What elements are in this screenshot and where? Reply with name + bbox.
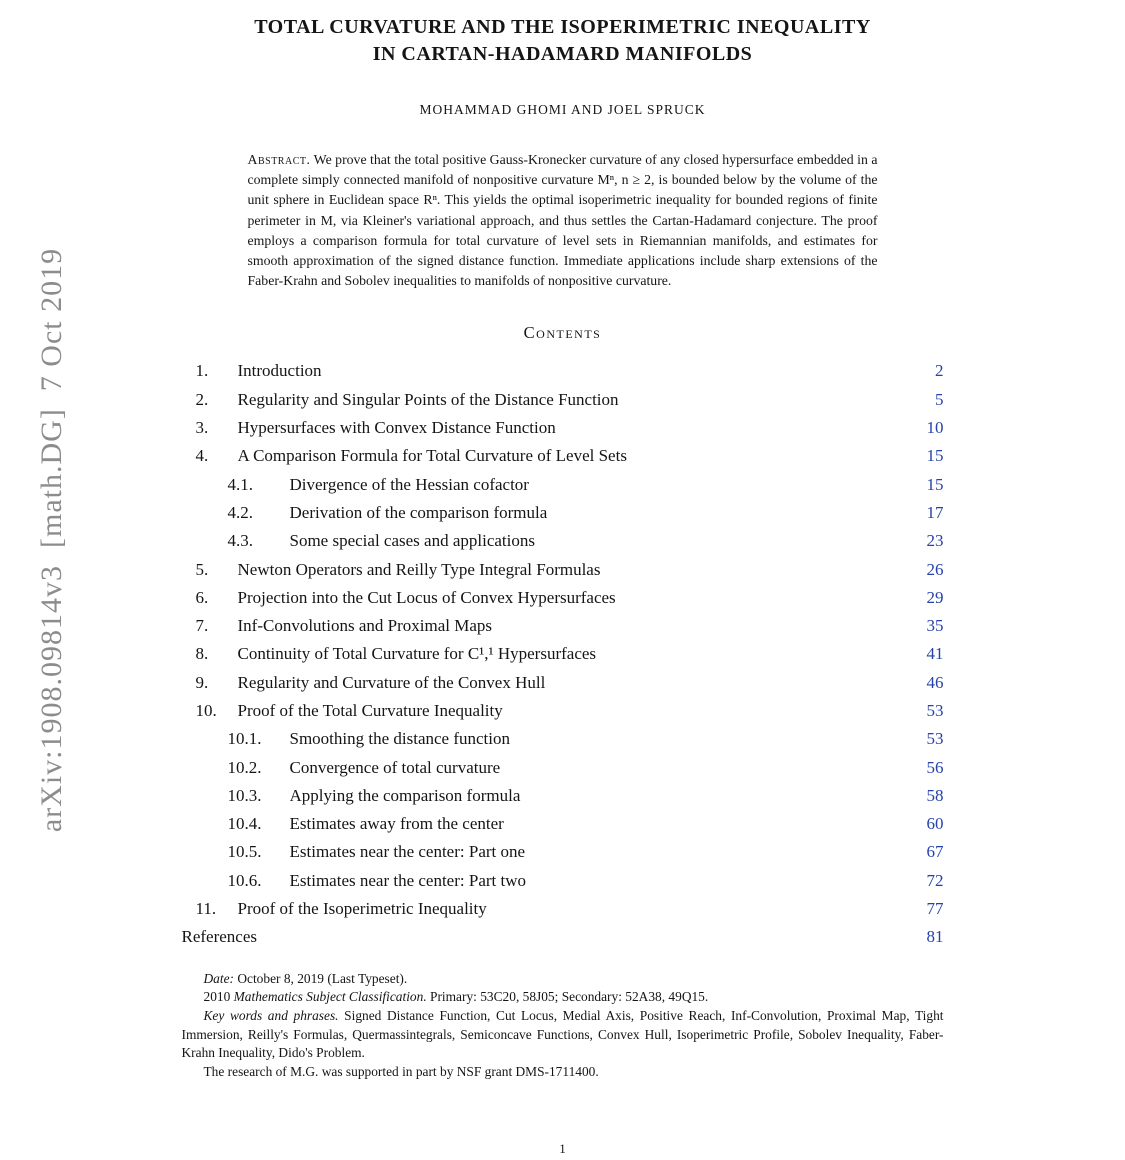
toc-row xyxy=(182,782,944,810)
toc-number: 4.1. xyxy=(227,474,253,494)
toc-number: 4. xyxy=(195,446,209,466)
footnote-date xyxy=(182,970,944,989)
toc-page-link[interactable]: 23 xyxy=(926,531,944,551)
toc-page-link[interactable]: 77 xyxy=(926,899,944,919)
toc-title: Proof of the Isoperimetric Inequality xyxy=(237,899,487,919)
toc-row xyxy=(182,357,944,385)
footnote-support: The research of M.G. was supported in part by NSF grant DMS-1711400. xyxy=(203,1064,599,1080)
toc-title: Some special cases and applications xyxy=(289,531,535,551)
toc-row xyxy=(182,556,944,584)
toc-number: 6. xyxy=(195,587,209,607)
authors: MOHAMMAD GHOMI AND JOEL SPRUCK xyxy=(419,102,706,117)
toc-number: 9. xyxy=(195,672,209,692)
toc-title: Convergence of total curvature xyxy=(289,757,501,777)
toc-title: Projection into the Cut Locus of Convex Hypersurfaces xyxy=(237,587,616,607)
abstract xyxy=(248,150,878,291)
toc-title: Estimates away from the center xyxy=(289,814,504,834)
toc-row xyxy=(182,895,944,923)
toc-row xyxy=(182,754,944,782)
date-label: Date: xyxy=(203,970,234,986)
toc-row xyxy=(182,640,944,668)
paper-title xyxy=(182,14,944,68)
keywords-label: Key words and phrases. xyxy=(203,1008,339,1024)
toc-number: 10. xyxy=(195,700,217,720)
keywords-text: Signed Distance Function, Cut Locus, Medial Axis, Positive Reach, Inf-Convolution, Proximal Map, Tight Immersion, Reilly's Formulas, Quermassintegrals, Semiconcave Functions, Convex Hull, Isoperimetric Profile, Sobolev Inequality, Faber-Krahn Inequality, Dido's Problem. xyxy=(181,1008,944,1061)
toc-title: Introduction xyxy=(237,361,322,381)
toc-page-link[interactable]: 53 xyxy=(926,729,944,749)
toc-row xyxy=(182,810,944,838)
toc-title: Proof of the Total Curvature Inequality xyxy=(237,700,503,720)
toc-title: Estimates near the center: Part two xyxy=(289,870,526,890)
toc-page-link[interactable]: 72 xyxy=(926,870,944,890)
toc-page-link[interactable]: 56 xyxy=(926,757,944,777)
toc-page-link[interactable]: 5 xyxy=(935,389,944,409)
toc-page-link[interactable]: 58 xyxy=(926,785,944,805)
toc-title: Derivation of the comparison formula xyxy=(289,502,548,522)
footnote-keywords xyxy=(182,1007,944,1063)
toc-title: Hypersurfaces with Convex Distance Function xyxy=(237,418,556,438)
toc-page-link[interactable]: 46 xyxy=(926,672,944,692)
toc-row xyxy=(182,414,944,442)
toc-title: Divergence of the Hessian cofactor xyxy=(289,474,529,494)
toc-title: References xyxy=(181,927,258,947)
toc-number: 10.1. xyxy=(227,729,262,749)
toc-page-link[interactable]: 53 xyxy=(926,700,944,720)
toc-page-link[interactable]: 26 xyxy=(926,559,944,579)
toc-row xyxy=(182,471,944,499)
toc-title: Applying the comparison formula xyxy=(289,785,521,805)
abstract-text: We prove that the total positive Gauss-Kronecker curvature of any closed hypersurface embedded in a complete simply connected manifold of nonpositive curvature Mⁿ, n ≥ 2, is bounded below by the volume of the unit sphere in Euclidean space Rⁿ. This yields the optimal isoperimetric inequality for bounded regions of finite perimeter in M, via Kleiner's variational approach, and thus settles the Cartan-Hadamard conjecture. The proof employs a comparison formula for total curvature of level sets in Riemannian manifolds, and estimates for smooth approximation of the signed distance function. Immediate applications include sharp extensions of the Faber-Krahn and Sobolev inequalities to manifolds of nonpositive curvature. xyxy=(247,152,878,289)
toc xyxy=(182,357,944,951)
toc-title: Regularity and Singular Points of the Distance Function xyxy=(237,389,619,409)
toc-title: Smoothing the distance function xyxy=(289,729,510,749)
toc-number: 8. xyxy=(195,644,209,664)
toc-row xyxy=(182,838,944,866)
msc-prefix: 2010 xyxy=(203,989,234,1005)
toc-row xyxy=(182,867,944,895)
toc-page-link[interactable]: 10 xyxy=(926,418,944,438)
toc-row xyxy=(182,923,944,951)
toc-row xyxy=(182,584,944,612)
page-number: 1 xyxy=(559,1141,566,1156)
toc-number: 2. xyxy=(195,389,209,409)
toc-number: 10.5. xyxy=(227,842,262,862)
toc-number: 3. xyxy=(195,418,209,438)
toc-row xyxy=(182,527,944,555)
toc-title: Regularity and Curvature of the Convex Hull xyxy=(237,672,546,692)
toc-page-link[interactable]: 15 xyxy=(926,474,944,494)
toc-number: 5. xyxy=(195,559,209,579)
toc-page-link[interactable]: 2 xyxy=(935,361,944,381)
toc-row xyxy=(182,442,944,470)
paper-title-line1: TOTAL CURVATURE AND THE ISOPERIMETRIC INEQUALITY xyxy=(254,16,871,38)
toc-number: 10.2. xyxy=(227,757,262,777)
footnote-msc xyxy=(182,988,944,1007)
content-column xyxy=(182,0,944,1082)
toc-row xyxy=(182,386,944,414)
toc-number: 7. xyxy=(195,616,209,636)
msc-text: Primary: 53C20, 58J05; Secondary: 52A38, 49Q15. xyxy=(426,989,709,1005)
toc-title: Continuity of Total Curvature for C¹,¹ Hypersurfaces xyxy=(237,644,597,664)
toc-number: 4.3. xyxy=(227,531,253,551)
toc-row xyxy=(182,499,944,527)
toc-row xyxy=(182,725,944,753)
toc-page-link[interactable]: 15 xyxy=(926,446,944,466)
paper-title-line2: IN CARTAN-HADAMARD MANIFOLDS xyxy=(372,43,753,65)
msc-label: Mathematics Subject Classification. xyxy=(233,989,427,1005)
toc-number: 10.6. xyxy=(227,870,262,890)
toc-title: Inf-Convolutions and Proximal Maps xyxy=(237,616,493,636)
toc-number: 1. xyxy=(195,361,209,381)
toc-row xyxy=(182,697,944,725)
arxiv-watermark: arXiv:1908.09814v3 [math.DG] 7 Oct 2019 xyxy=(35,247,68,833)
toc-title: Newton Operators and Reilly Type Integral Formulas xyxy=(237,559,601,579)
toc-number: 11. xyxy=(195,899,217,919)
toc-page-link[interactable]: 67 xyxy=(926,842,944,862)
toc-page-link[interactable]: 60 xyxy=(926,814,944,834)
toc-number: 10.4. xyxy=(227,814,262,834)
date-text: October 8, 2019 (Last Typeset). xyxy=(234,970,408,986)
toc-row xyxy=(182,669,944,697)
toc-page-link[interactable]: 17 xyxy=(926,502,944,522)
toc-number: 10.3. xyxy=(227,785,262,805)
toc-page-link[interactable]: 81 xyxy=(926,927,944,947)
toc-row xyxy=(182,612,944,640)
toc-page-link[interactable]: 35 xyxy=(926,616,944,636)
toc-page-link[interactable]: 41 xyxy=(926,644,944,664)
abstract-label: Abstract. xyxy=(247,152,311,167)
toc-page-link[interactable]: 29 xyxy=(926,587,944,607)
toc-title: Estimates near the center: Part one xyxy=(289,842,526,862)
toc-title: A Comparison Formula for Total Curvature of Level Sets xyxy=(237,446,627,466)
contents-heading: Contents xyxy=(523,323,602,343)
footnotes xyxy=(182,970,944,1082)
toc-number: 4.2. xyxy=(227,502,253,522)
